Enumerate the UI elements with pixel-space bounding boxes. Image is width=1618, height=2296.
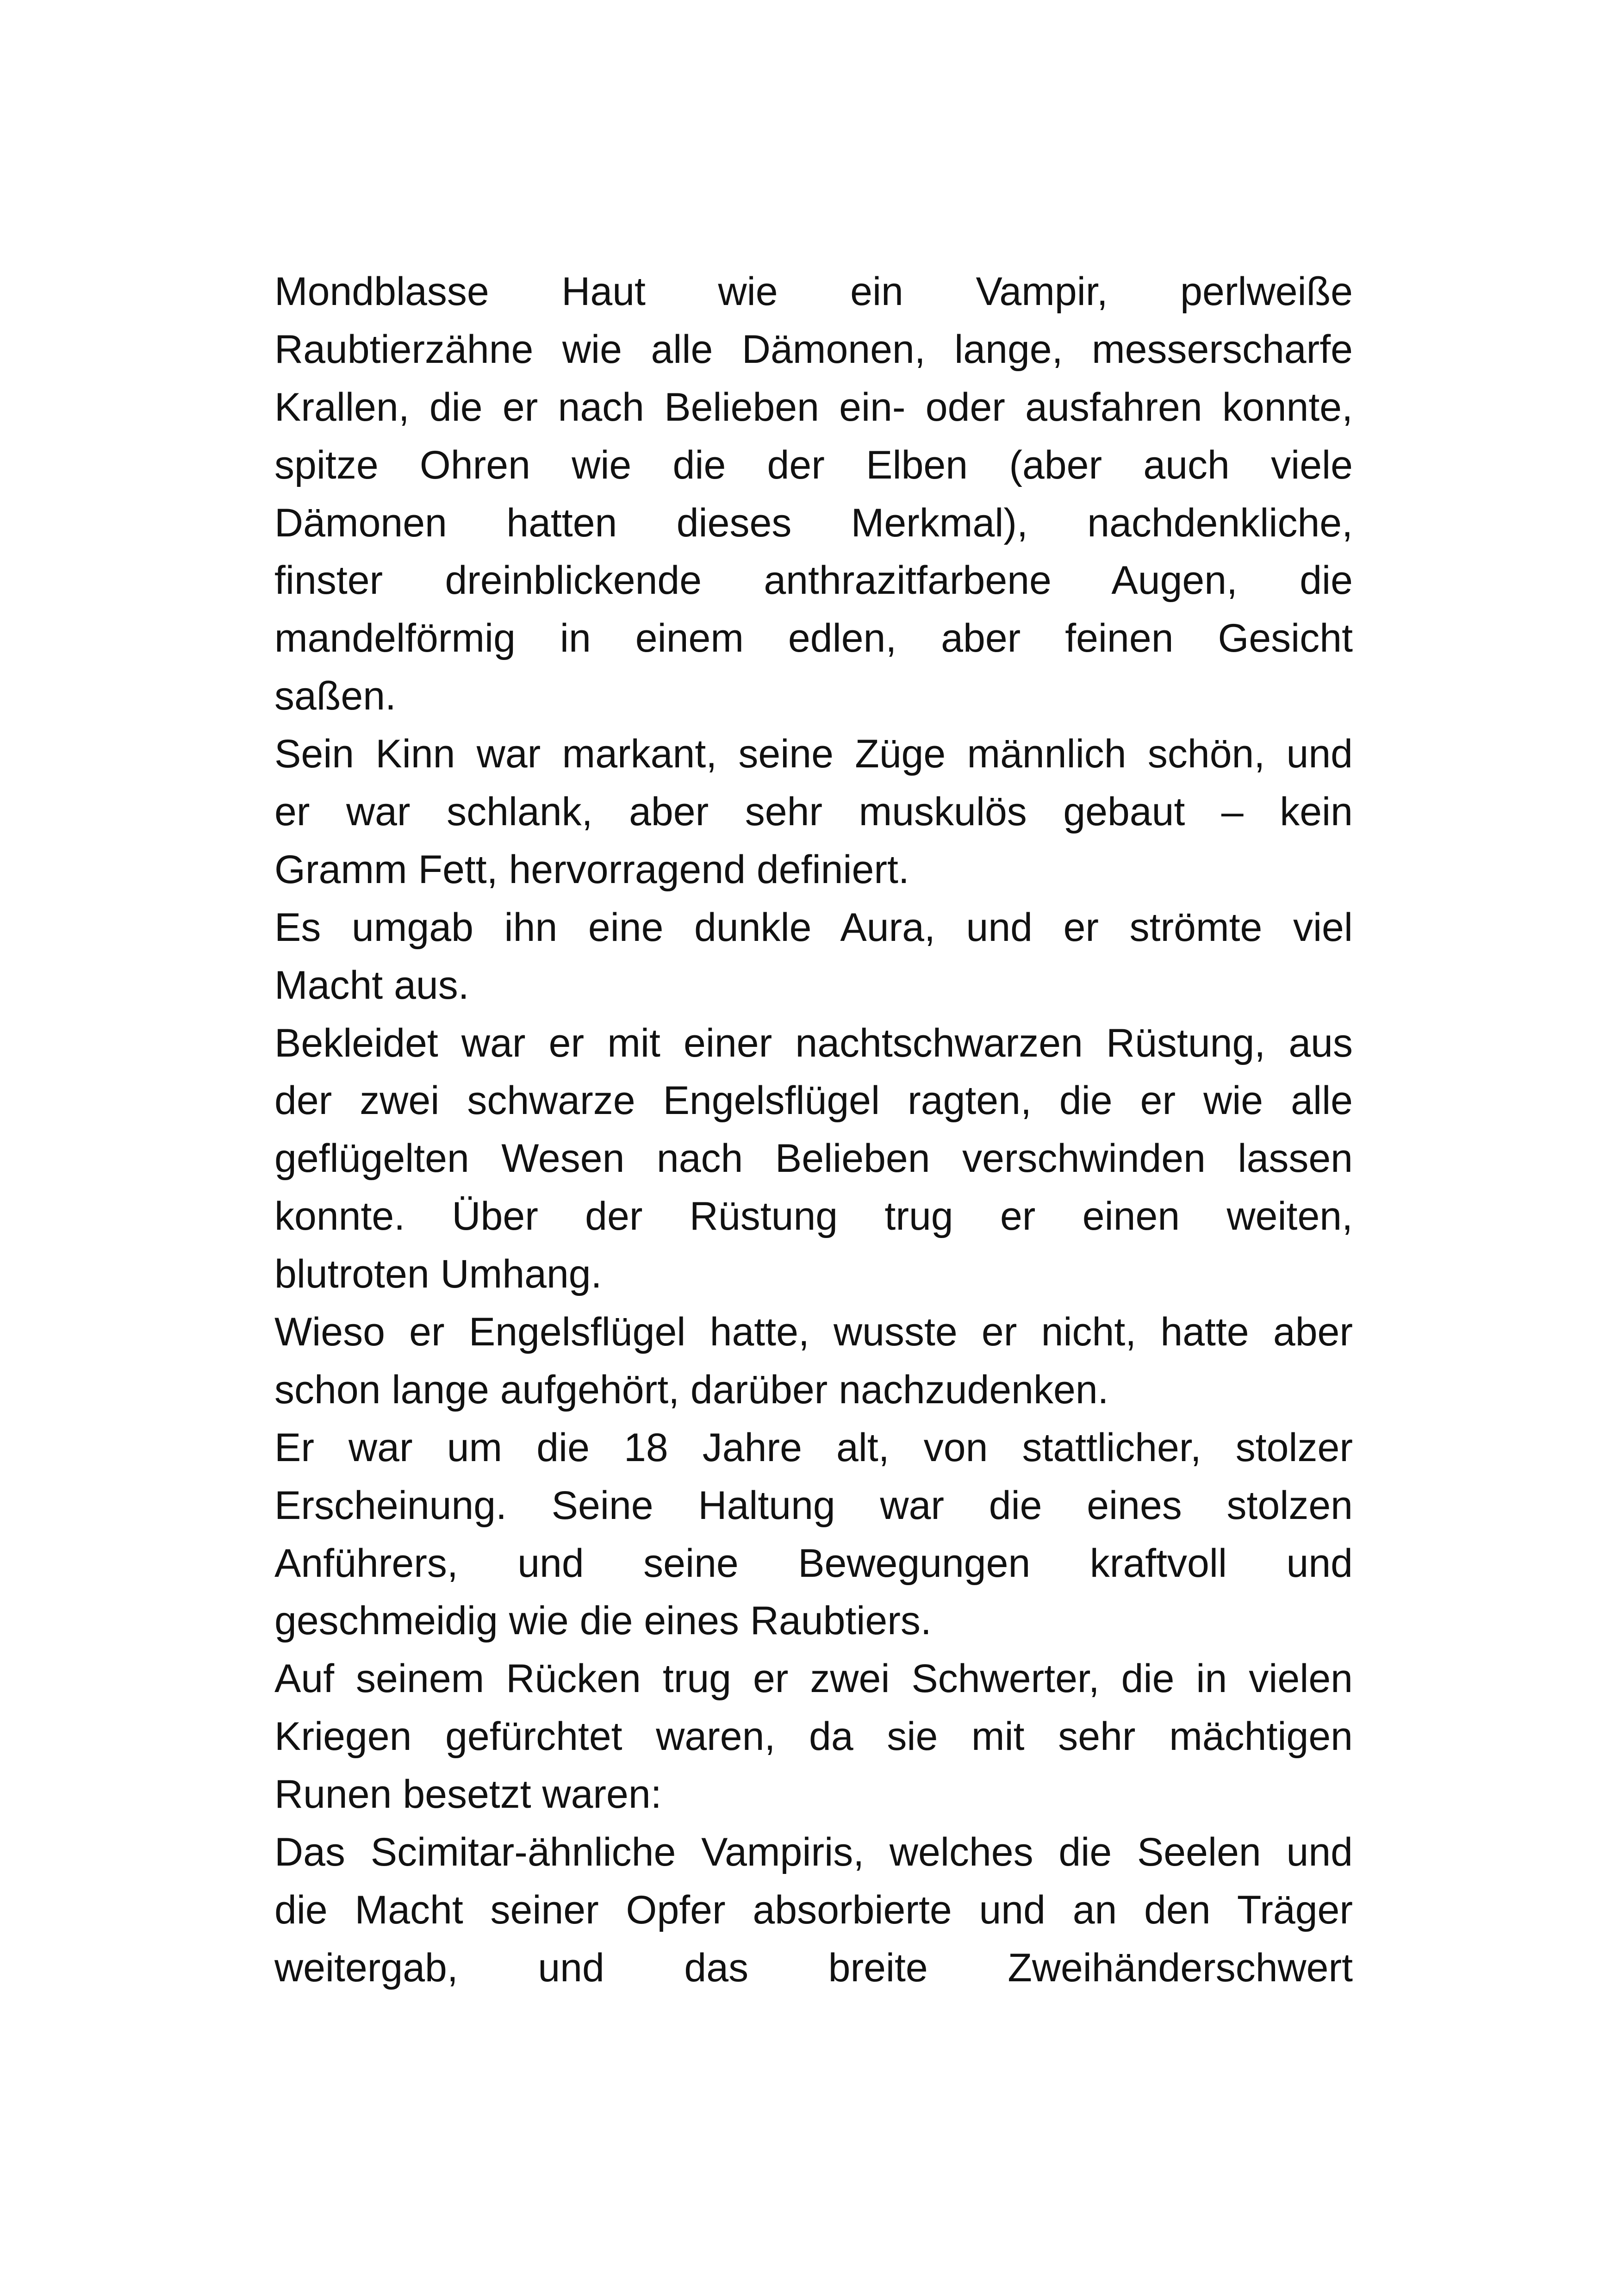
text-line: Es umgab ihn eine dunkle Aura, und er strömte viel (274, 905, 1353, 950)
text-line: der zwei schwarze Engelsflügel ragten, die er wie alle (274, 1078, 1353, 1123)
text-line: Krallen, die er nach Belieben ein- oder ausfahren konnte, (274, 385, 1353, 429)
text-line: Mondblasse Haut wie ein Vampir, perlweiße (274, 269, 1353, 314)
text-line: blutroten Umhang. (274, 1252, 602, 1297)
text-line: saßen. (274, 674, 396, 719)
text-line: Anführers, und seine Bewegungen kraftvoll und (274, 1541, 1353, 1586)
text-line: geschmeidig wie die eines Raubtiers. (274, 1599, 932, 1643)
text-line: Sein Kinn war markant, seine Züge männlich schön, und (274, 732, 1353, 777)
text-line: mandelförmig in einem edlen, aber feinen Gesicht (274, 616, 1353, 661)
body-text (274, 263, 1353, 1997)
text-line: Bekleidet war er mit einer nachtschwarzen Rüstung, aus (274, 1020, 1353, 1065)
text-line: weitergab, und das breite Zweihänderschwert (274, 1945, 1353, 1990)
text-line: er war schlank, aber sehr muskulös gebaut – kein (274, 790, 1353, 834)
text-line: geflügelten Wesen nach Belieben verschwinden lassen (274, 1136, 1353, 1181)
text-line: Das Scimitar-ähnliche Vampiris, welches die Seelen und (274, 1830, 1353, 1875)
text-line: Erscheinung. Seine Haltung war die eines stolzen (274, 1483, 1353, 1528)
text-line: Auf seinem Rücken trug er zwei Schwerter, die in vielen (274, 1656, 1353, 1701)
text-line: konnte. Über der Rüstung trug er einen weiten, (274, 1194, 1353, 1239)
text-line: Dämonen hatten dieses Merkmal), nachdenkliche, (274, 500, 1353, 545)
text-line: Raubtierzähne wie alle Dämonen, lange, messerscharfe (274, 327, 1353, 372)
text-line: Runen besetzt waren: (274, 1772, 662, 1817)
text-line: Kriegen gefürchtet waren, da sie mit sehr mächtigen (274, 1714, 1353, 1759)
text-line: spitze Ohren wie die der Elben (aber auch viele (274, 442, 1353, 487)
text-line: Macht aus. (274, 963, 469, 1008)
text-line: die Macht seiner Opfer absorbierte und an den Träger (274, 1887, 1353, 1932)
text-line: finster dreinblickende anthrazitfarbene Augen, die (274, 558, 1353, 603)
text-line: Wieso er Engelsflügel hatte, wusste er nicht, hatte aber (274, 1310, 1353, 1355)
text-line: schon lange aufgehört, darüber nachzudenken. (274, 1367, 1109, 1412)
text-line: Er war um die 18 Jahre alt, von stattlicher, stolzer (274, 1425, 1353, 1470)
text-line: Gramm Fett, hervorragend definiert. (274, 847, 909, 892)
